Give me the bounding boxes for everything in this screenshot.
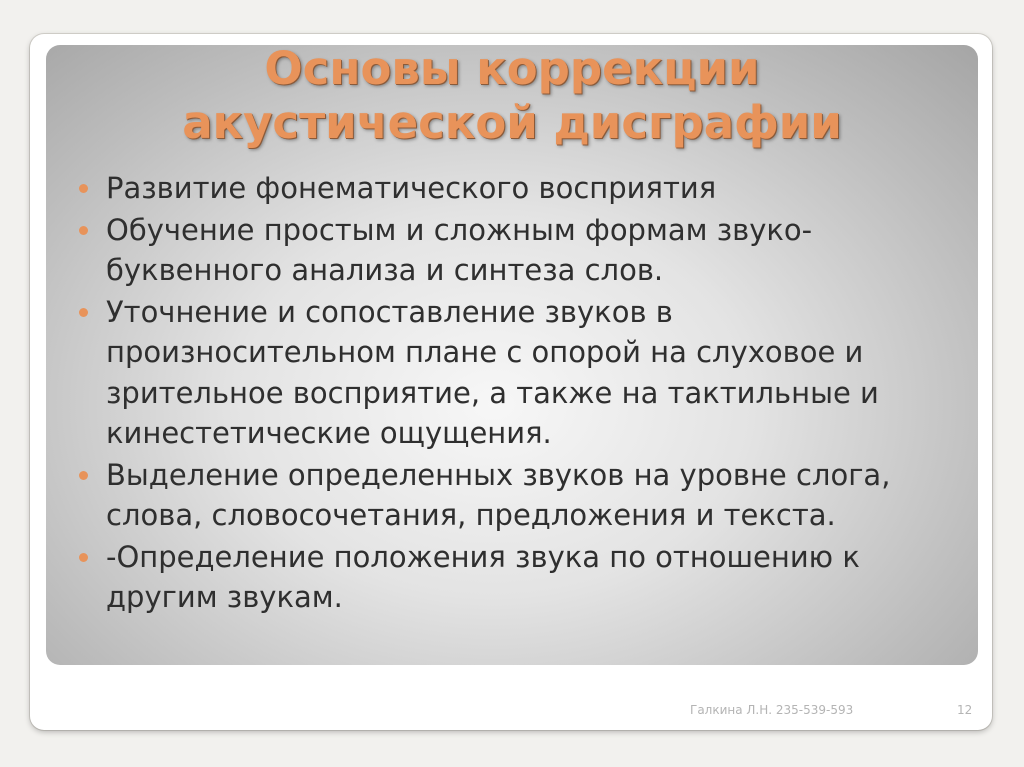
bullet-dot-icon	[79, 184, 88, 193]
slide-title-line-2: акустической дисграфии	[182, 96, 842, 149]
bullet-dot-icon	[79, 553, 88, 562]
bullet-item	[74, 537, 964, 618]
bullet-text: Развитие фонематического восприятия	[106, 171, 717, 205]
bullet-dot-icon	[79, 226, 88, 235]
bullet-text: -Определение положения звука по отношению к другим звукам.	[106, 539, 860, 614]
bullet-item	[74, 455, 964, 536]
bullet-text: Уточнение и сопоставление звуков в произносительном плане с опорой на слуховое и зрительное восприятие, а также на тактильные и кинестетические ощущения.	[106, 294, 879, 450]
bullet-item	[74, 292, 964, 454]
bullet-item	[74, 210, 964, 291]
bullet-item	[74, 168, 964, 209]
bullet-text: Обучение простым и сложным формам звуко-буквенного анализа и синтеза слов.	[106, 212, 813, 287]
slide-title-line-1: Основы коррекции	[264, 42, 760, 95]
bullet-dot-icon	[79, 308, 88, 317]
footer-text: Галкина Л.Н. 235-539-593	[690, 703, 854, 717]
bullet-text: Выделение определенных звуков на уровне слога, слова, словосочетания, предложения и текста.	[106, 457, 891, 532]
page-number: 12	[957, 703, 973, 717]
slide-title	[46, 42, 978, 150]
bullet-dot-icon	[79, 471, 88, 480]
bullet-list	[74, 168, 964, 619]
